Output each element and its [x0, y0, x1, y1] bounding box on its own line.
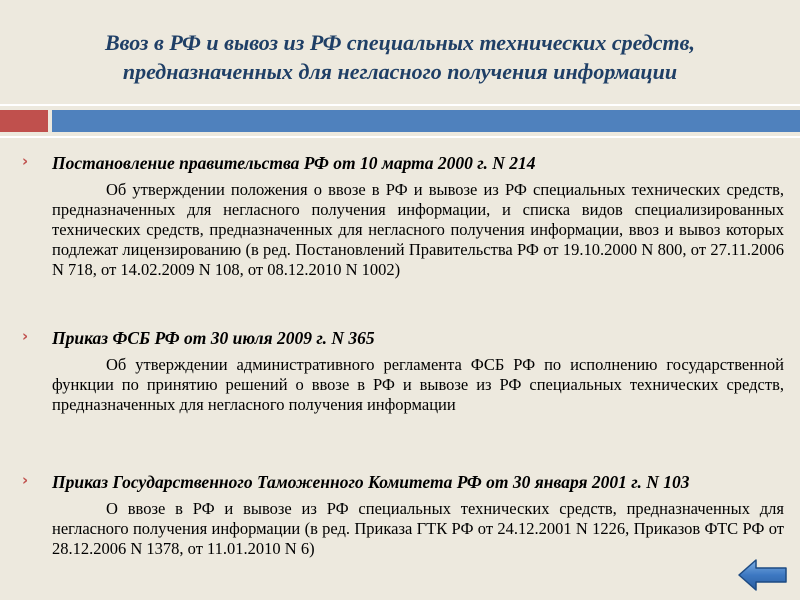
- bullet-arrow-icon: ›: [22, 471, 29, 489]
- list-item: [22, 151, 784, 280]
- item-description: О ввозе в РФ и вывозе из РФ специальных технических средств, предназначенных для негласного получения информации (в ред. Приказа ГТК РФ от 24.12.2001 N 1226, Приказов ФТС РФ от 28.12.2006 N 1378, от 11.01.2010 N 6): [52, 499, 784, 558]
- back-button[interactable]: [738, 558, 788, 592]
- item-heading: Постановление правительства РФ от 10 марта 2000 г. N 214: [52, 153, 536, 173]
- item-heading: Приказ Государственного Таможенного Комитета РФ от 30 января 2001 г. N 103: [52, 472, 690, 492]
- back-arrow-icon: [738, 558, 788, 592]
- item-description: Об утверждении положения о ввозе в РФ и вывозе из РФ специальных технических средств, предназначенных для негласного получения информации, и списка видов специализированных технических средств, предназначенных для негласного получения информации, ввоз и вывоз которых подлежат лицензированию (в ред. Постановлений Правительства РФ от 19.10.2000 N 800, от 27.11.2006 N 718, от 14.02.2009 N 108, от 08.12.2010 N 1002): [52, 180, 784, 279]
- item-description: Об утверждении административного регламента ФСБ РФ по исполнению государственной функции по принятию решений о ввозе в РФ и вывозе из РФ специальных технических средств, предназначенных для негласного получения информации: [52, 355, 784, 414]
- accent-bar-blue: [52, 110, 800, 132]
- accent-bar-red: [0, 110, 48, 132]
- slide-title: Ввоз в РФ и вывоз из РФ специальных технических средств, предназначенных для негласного получения информации: [105, 30, 695, 84]
- item-heading: Приказ ФСБ РФ от 30 июля 2009 г. N 365: [52, 328, 375, 348]
- list-item: [22, 470, 784, 559]
- list-item: [22, 326, 784, 415]
- divider-line-top: [0, 104, 800, 106]
- bullet-arrow-icon: ›: [22, 327, 29, 345]
- bullet-arrow-icon: ›: [22, 152, 29, 170]
- divider-line-bottom: [0, 136, 800, 138]
